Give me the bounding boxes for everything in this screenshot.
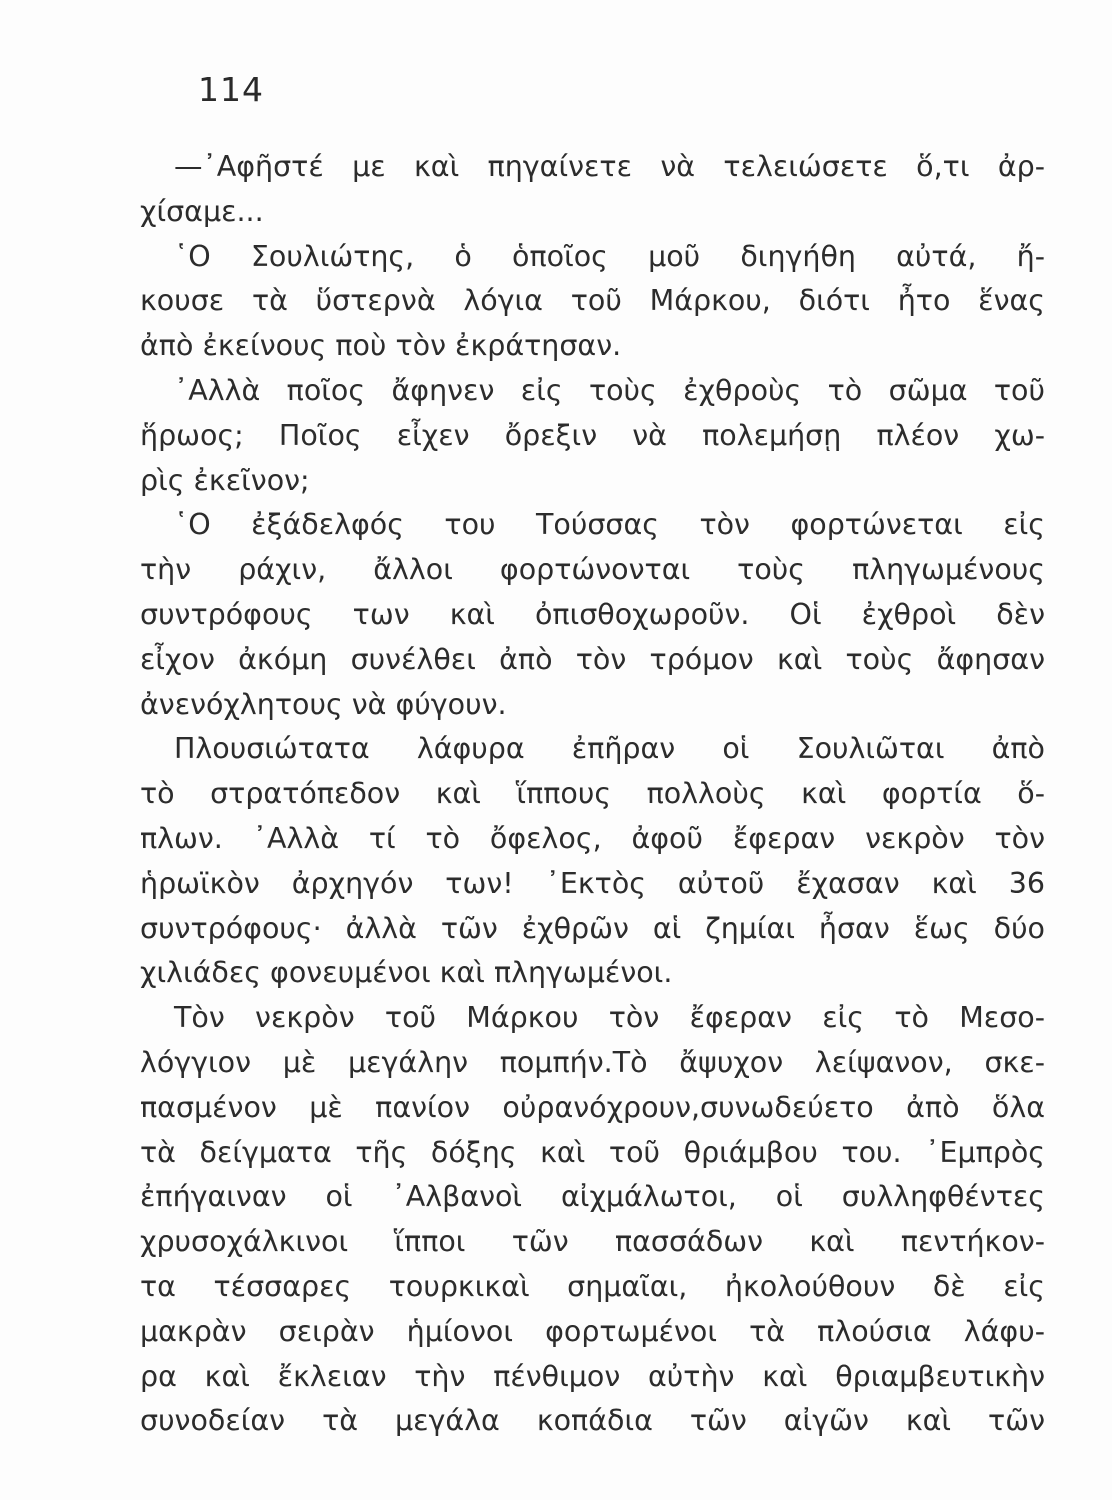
text-line: συνοδείαν τὰ μεγάλα κοπάδια τῶν αἰγῶν καὶ τῶν	[140, 1404, 1045, 1438]
text-line: —᾿Αφῆστέ με καὶ πηγαίνετε νὰ τελειώσετε ὅ,τι ἀρ-	[174, 150, 1045, 183]
page-number: 114	[198, 70, 264, 109]
text-line: τὰ δείγματα τῆς δόξης καὶ τοῦ θριάμβου του. ᾿Εμπρὸς	[140, 1135, 1045, 1169]
text-line: χρυσοχάλκινοι ἵπποι τῶν πασσάδων καὶ πεντήκον-	[140, 1225, 1045, 1259]
text-line: ῾Ο Σουλιώτης, ὁ ὁποῖος μοῦ διηγήθη αὐτά, ἤ-	[174, 239, 1045, 273]
text-line: πασμένον μὲ πανίον οὐρανόχρουν,συνωδεύετο ἀπὸ ὅλα	[140, 1090, 1045, 1124]
text-line: λόγγιον μὲ μεγάλην πομπήν.Τὸ ἄψυχον λείψανον, σκε-	[140, 1045, 1045, 1079]
text-line: ᾿Αλλὰ ποῖος ἄφηνεν εἰς τοὺς ἐχθροὺς τὸ σῶμα τοῦ	[174, 373, 1045, 407]
text-line: μακρὰν σειρὰν ἡμίονοι φορτωμένοι τὰ πλούσια λάφυ-	[140, 1314, 1045, 1348]
text-line: πλων. ᾿Αλλὰ τί τὸ ὄφελος, ἀφοῦ ἔφεραν νεκρὸν τὸν	[140, 821, 1045, 855]
text-line: ρα καὶ ἔκλειαν τὴν πένθιμον αὐτὴν καὶ θριαμβευτικὴν	[140, 1359, 1045, 1393]
text-line: ἡρωϊκὸν ἀρχηγόν των! ᾿Εκτὸς αὐτοῦ ἔχασαν καὶ 36	[140, 866, 1045, 900]
text-line: συντρόφους των καὶ ὀπισθοχωροῦν. Οἱ ἐχθροὶ δὲν	[140, 597, 1045, 631]
text-line: ἀνενόχλητους νὰ φύγουν.	[140, 687, 507, 721]
text-line: ῾Ο ἐξάδελφός του Τούσσας τὸν φορτώνεται εἰς	[174, 508, 1045, 542]
text-line: τα τέσσαρες τουρκικαὶ σημαῖαι, ἠκολούθουν δὲ εἰς	[140, 1269, 1045, 1303]
text-line: Τὸν νεκρὸν τοῦ Μάρκου τὸν ἔφεραν εἰς τὸ Μεσο-	[174, 1001, 1045, 1035]
text-line: τὸ στρατόπεδον καὶ ἵππους πολλοὺς καὶ φορτία ὅ-	[140, 777, 1045, 811]
text-line: ἥρωος; Ποῖος εἶχεν ὄρεξιν νὰ πολεμήσῃ πλέον χω-	[140, 418, 1045, 452]
text-line: ἀπὸ ἐκείνους ποὺ τὸν ἐκράτησαν.	[140, 329, 622, 363]
text-line: χίσαμε...	[140, 194, 264, 228]
body-text	[140, 145, 1045, 1444]
text-line: ἐπήγαιναν οἱ ᾿Αλβανοὶ αἰχμάλωτοι, οἱ συλληφθέντες	[140, 1180, 1045, 1214]
text-line: εἶχον ἀκόμη συνέλθει ἀπὸ τὸν τρόμον καὶ τοὺς ἄφησαν	[140, 642, 1045, 676]
text-line: συντρόφους· ἀλλὰ τῶν ἐχθρῶν αἱ ζημίαι ἦσαν ἕως δύο	[140, 911, 1045, 945]
text-line: ρὶς ἐκεῖνον;	[140, 463, 310, 497]
text-line: τὴν ράχιν, ἄλλοι φορτώνονται τοὺς πληγωμένους	[140, 553, 1045, 587]
text-line: χιλιάδες φονευμένοι καὶ πληγωμένοι.	[140, 956, 673, 990]
text-line: κουσε τὰ ὕστερνὰ λόγια τοῦ Μάρκου, διότι ἦτο ἕνας	[140, 284, 1045, 318]
text-line: Πλουσιώτατα λάφυρα ἐπῆραν οἱ Σουλιῶται ἀπὸ	[174, 732, 1045, 766]
